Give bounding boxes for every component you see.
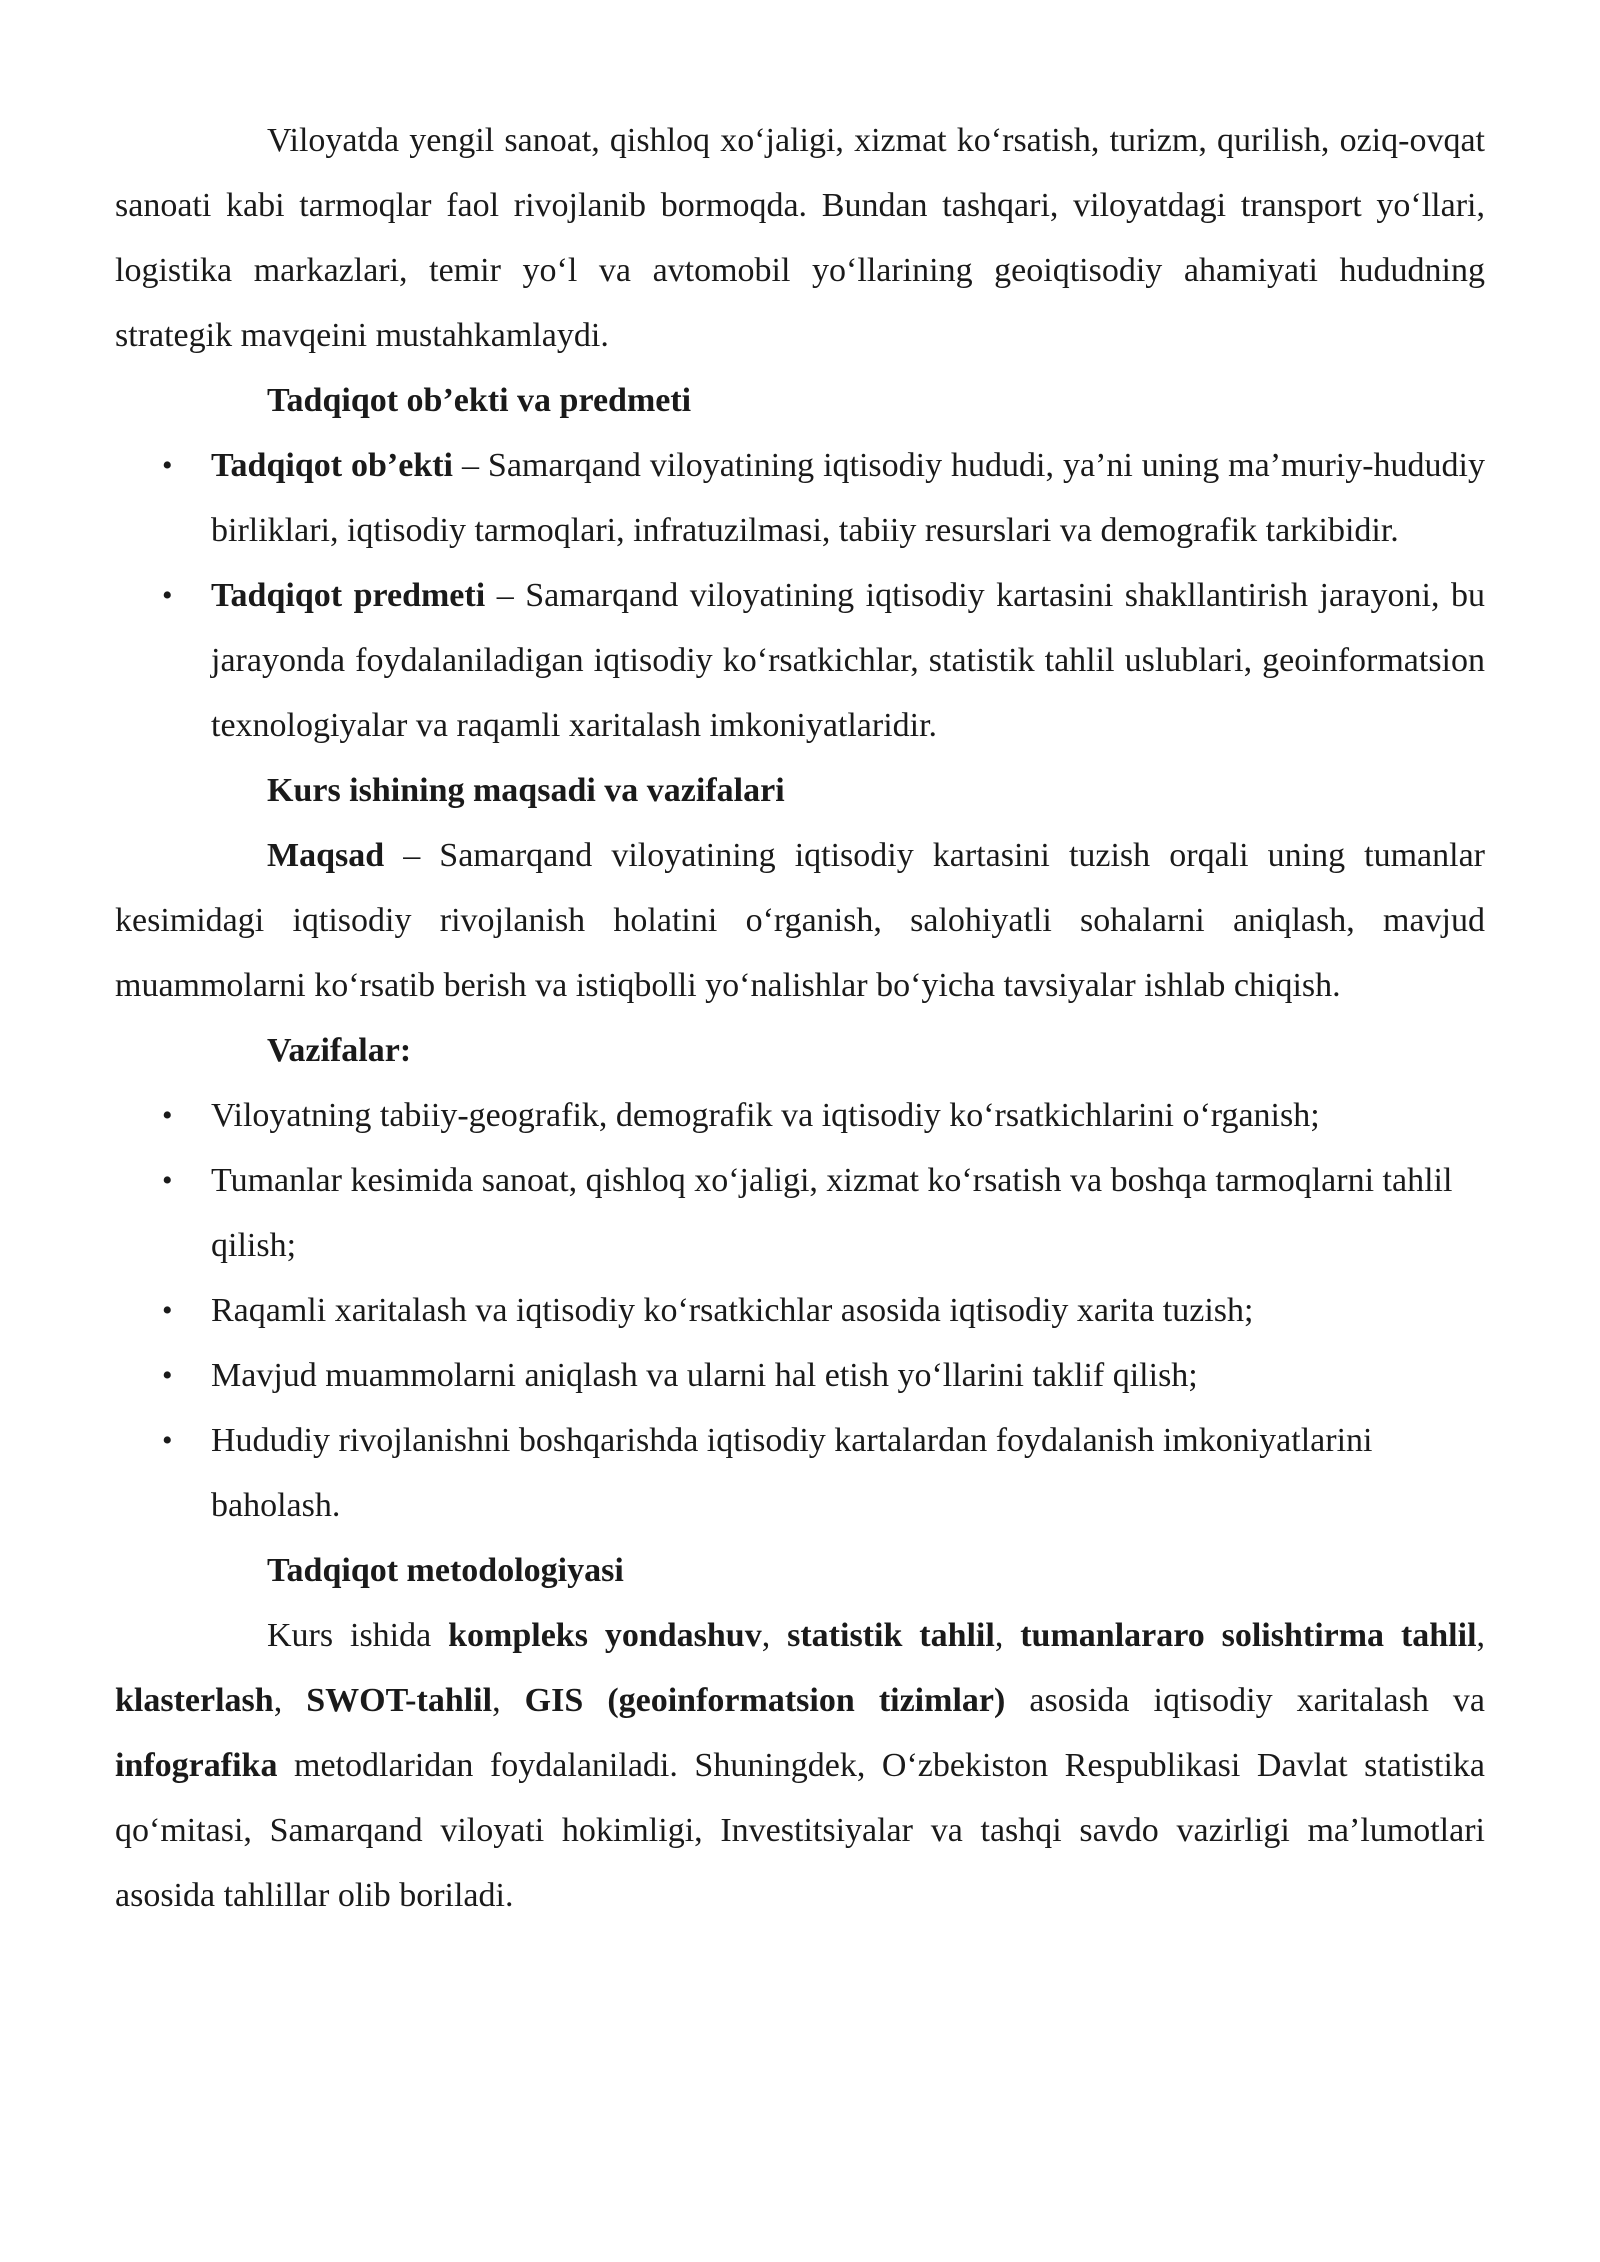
goal-paragraph [115,823,1485,1018]
task-text: Tumanlar kesimida sanoat, qishloq xo‘jaligi, xizmat ko‘rsatish va boshqa tarmoqlarni tahlil qilish; [211,1162,1453,1264]
bullet-icon: • [162,579,173,612]
list-item [115,1343,1485,1408]
method-separator: , [273,1682,307,1719]
method-term: klasterlash [115,1682,274,1719]
goal-text: – Samarqand viloyatining iqtisodiy kartasini tuzish orqali uning tumanlar kesimidagi iqtisodiy rivojlanish holatini o‘rganish, salohiyatli sohalarni aniqlash, mavjud muammolarni ko‘rsatib berish va istiqbolli yo‘nalishlar bo‘yicha tavsiyalar ishlab chiqish. [115,837,1485,1004]
method-text: metodlaridan foydalaniladi. Shuningdek, O‘zbekiston Respublikasi Davlat statistika qo‘mitasi, Samarqand viloyati hokimligi, Investitsiyalar va tashqi savdo vazirligi ma’lumotlari asosida tahlillar olib boriladi. [115,1747,1485,1914]
bullet-icon: • [162,449,173,482]
method-separator: , [492,1682,525,1719]
list-item [115,1408,1485,1538]
method-term: tumanlararo solishtirma tahlil [1020,1617,1477,1654]
method-term: GIS (geoinformatsion tizimlar) [524,1682,1006,1719]
bullet-icon: • [162,1294,173,1327]
method-term: kompleks yondashuv [448,1617,762,1654]
bullet-icon: • [162,1164,173,1197]
method-separator: , [761,1617,788,1654]
method-separator: , [1476,1617,1486,1654]
goal-term: Maqsad [267,837,385,874]
subject-description: – Samarqand viloyatining iqtisodiy kartasini shakllantirish jarayoni, bu jarayonda foydalaniladigan iqtisodiy ko‘rsatkichlar, statistik tahlil uslublari, geoinformatsion texnologiyalar va raqamli xaritalash imkoniyatlaridir. [211,577,1485,744]
bullet-icon: • [162,1424,173,1457]
list-item [115,563,1485,758]
bullet-icon: • [162,1099,173,1132]
list-item [115,1278,1485,1343]
task-text: Mavjud muammolarni aniqlash va ularni hal etish yo‘llarini taklif qilish; [211,1357,1198,1394]
tasks-list [115,1083,1485,1538]
object-description: – Samarqand viloyatining iqtisodiy hududi, ya’ni uning ma’muriy-hududiy birliklari, iqtisodiy tarmoqlari, infratuzilmasi, tabiiy resurslari va demografik tarkibidir. [211,447,1485,549]
intro-paragraph: Viloyatda yengil sanoat, qishloq xo‘jaligi, xizmat ko‘rsatish, turizm, qurilish, oziq-ovqat sanoati kabi tarmoqlar faol rivojlanib bormoqda. Bundan tashqari, viloyatdagi transport yo‘llari, logistika markazlari, temir yo‘l va avtomobil yo‘llarining geoiqtisodiy ahamiyati hududning strategik mavqeini mustahkamlaydi. [115,122,1485,354]
method-term: SWOT-tahlil [306,1682,493,1719]
bullet-icon: • [162,1359,173,1392]
method-section-heading: Tadqiqot metodologiyasi [267,1552,624,1589]
list-item [115,433,1485,563]
method-text: asosida iqtisodiy xaritalash va [1005,1682,1485,1719]
document-page [115,108,1485,1928]
method-paragraph [115,1603,1485,1928]
goals-section-heading: Kurs ishining maqsadi va vazifalari [267,772,785,809]
method-text: Kurs ishida [267,1617,449,1654]
task-text: Viloyatning tabiiy-geografik, demografik va iqtisodiy ko‘rsatkichlarini o‘rganish; [211,1097,1320,1134]
subject-term: Tadqiqot predmeti [211,577,486,614]
method-term: statistik tahlil [787,1617,995,1654]
object-term: Tadqiqot ob’ekti [211,447,454,484]
list-item [115,1148,1485,1278]
object-list [115,433,1485,758]
object-section-heading: Tadqiqot ob’ekti va predmeti [267,382,692,419]
task-text: Hududiy rivojlanishni boshqarishda iqtisodiy kartalardan foydalanish imkoniyatlarini baholash. [211,1422,1373,1524]
method-separator: , [994,1617,1021,1654]
tasks-heading: Vazifalar: [267,1032,412,1069]
task-text: Raqamli xaritalash va iqtisodiy ko‘rsatkichlar asosida iqtisodiy xarita tuzish; [211,1292,1254,1329]
list-item [115,1083,1485,1148]
method-term: infografika [115,1747,278,1784]
